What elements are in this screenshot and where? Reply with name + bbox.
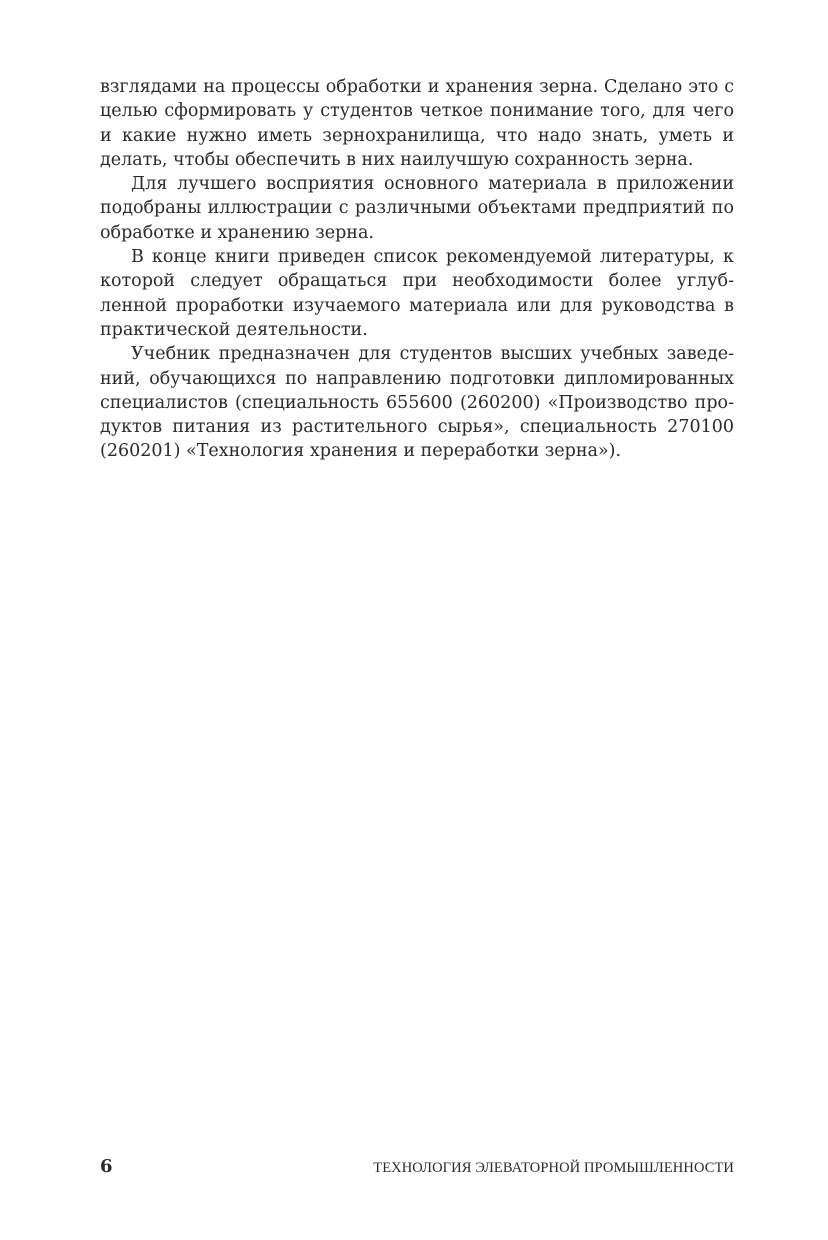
page-number: 6 xyxy=(100,1156,113,1177)
paragraph-illustrations: Для лучшего восприятия основного материала в приложении подобраны иллюстрации с различными объектами предприятий по обработке и хранению зерна. xyxy=(100,174,734,243)
running-title: ТЕХНОЛОГИЯ ЭЛЕВАТОРНОЙ ПРОМЫШЛЕННОСТИ xyxy=(373,1160,734,1176)
page-footer xyxy=(100,1155,734,1179)
paragraph-literature: В конце книги приведен список рекомендуемой литературы, к которой следует обращаться при необходимости более углубленной проработки изучаемого материала или для руководства в практической деятельности. xyxy=(100,247,734,340)
body-text xyxy=(100,75,734,464)
paragraph-audience: Учебник предназначен для студентов высших учебных заведений, обучающихся по направлению подготовки дипломированных специалистов (специальность 655600 (260200) «Производство продуктов питания из растительного сырья», специальность 270100 (260201) «Технология хранения и переработки зерна»). xyxy=(100,344,734,462)
paragraph-continuation: взглядами на процессы обработки и хранения зерна. Сделано это с целью сформировать у студентов четкое понимание того, для чего и какие нужно иметь зернохранилища, что надо знать, уметь и делать, чтобы обеспечить в них наилучшую сохранность зерна. xyxy=(100,77,734,170)
